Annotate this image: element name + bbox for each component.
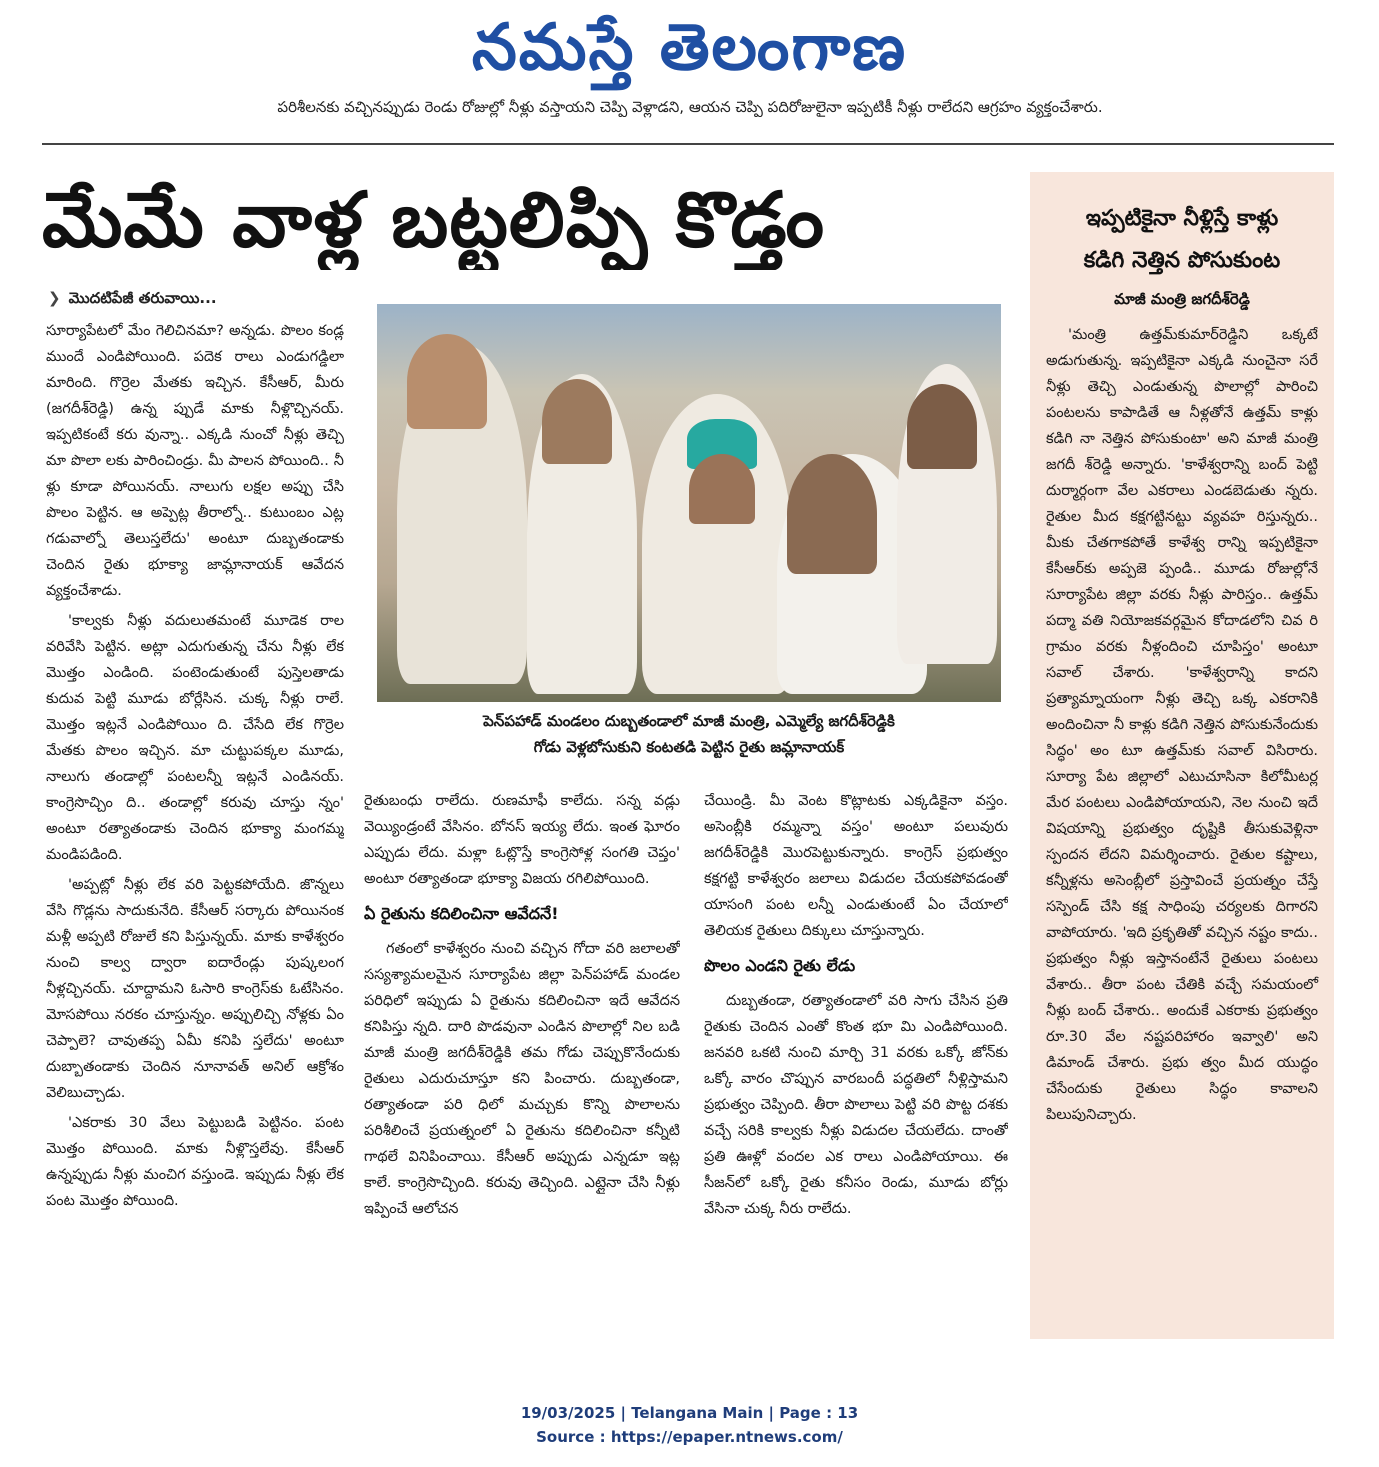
sidebar-byline: మాజీ మంత్రి జగదీశ్‌రెడ్డి (1114, 290, 1250, 308)
sidebar-headline (1040, 198, 1324, 282)
paragraph: 'అప్పట్లో నీళ్లు లేక వరి పెట్టకపోయేది. జొన్నలు వేసి గొడ్లను సాదుకునేది. కేసీఆర్ సర్కారు పోయినంక మళ్లీ అప్పటి రోజులే కని పిస్తున్నయ్. మాకు కాళేశ్వరం నుంచి కాల్వ ద్వారా ఐదారేండ్లు పుష్కలంగ నీళ్లచ్చినయ్. చూద్దామని ఓసారి కాంగ్రెస్‌కు ఓటేసినం. మోసపోయి నరకం చూస్తున్నం. అప్పులిచ్చి నోళ్లకు ఏం చెప్పాలె? చావుతప్ప ఏమీ కనిపి స్తలేదు' అంటూ దుబ్బాతండాకు చెందిన నూనావత్ అనిల్ ఆక్రోశం వెలిబుచ్చాడు. (46, 877, 344, 1101)
photo-figure (907, 384, 977, 469)
masthead: నమస్తే తెలంగాణ (471, 10, 908, 85)
column-1 (46, 318, 344, 1348)
headline: మేమే వాళ్ల బట్టలిప్పి కొడ్తం (42, 175, 825, 264)
paragraph: 'కాల్వకు నీళ్లు వదులుతమంటే మూడెక రాల వరివేసి పెట్టిన. అట్లా ఎదుగుతున్న చేను నీళ్లు లేక మొత్తం ఎండింది. పంటెండుతుంటే పుస్తెలతాడు కుదువ పెట్టి మూడు బోర్లేసిన. చుక్క నీళ్లు రాలే. మొత్తం ఇట్లనే ఎండిపోయిం ది. చేసేది లేక గొర్రెల మేతకు పొలం ఇచ్చిన. మా చుట్టుపక్కల మూడు, నాలుగు తండాల్లో పంటలన్నీ ఇట్లనే ఎండినయ్. కాంగ్రెసొచ్చిం ది.. తండాల్లో కరువు చూస్తు న్నం' అంటూ రత్యాతండాకు చెందిన భూక్యా మంగమ్మ మండిపడింది. (46, 613, 344, 863)
paragraph: 'మంత్రి ఉత్తమ్‌కుమార్‌రెడ్డిని ఒక్కటే అడుగుతున్న. ఇప్పటికైనా ఎక్కడి నుంచైనా సరే నీళ్లు తెచ్చి ఎండుతున్న పొలాల్లో పారించి పంటలను కాపాడితే ఆ నీళ్లతోనే ఉత్తమ్ కాళ్లు కడిగి నా నెత్తిన పోసుకుంటా' అని మాజీ మంత్రి జగదీ శ్‌రెడ్డి అన్నారు. 'కాళేశ్వరాన్ని బంద్ పెట్టి దుర్మార్గంగా వేల ఎకరాలు ఎండబెడుతు న్నరు. రైతుల మీద కక్షగట్టినట్టు వ్యవహ రిస్తున్నరు.. మీకు చేతగాకపోతే కాళేశ్వ రాన్ని ఇప్పటికైనా కేసీఆర్‌కు అప్పజె ప్పండి.. మూడు రోజుల్లోనే సూర్యాపేట జిల్లా వరకు నీళ్లు పారిస్తం.. ఉత్తమ్ పద్మా వతి నియోజకవర్గమైన కోదాడలోని చివ రి గ్రామం వరకు నీళ్లందించి చూపిస్తం' అంటూ సవాల్ చేశారు. 'కాళేశ్వరాన్ని కాదని ప్రత్యామ్నాయంగా నీళ్లు తెచ్చి ఒక్క ఎకరానికి అందించినా నీ కాళ్లు కడిగి నెత్తిన పోసుకునేందుకు సిద్ధం' అం టూ ఉత్తమ్‌కు సవాల్ విసిరారు. సూర్యా పేట జిల్లాలో ఎటుచూసినా కిలోమీటర్ల మేర పంటలు ఎండిపోయాయని, నెల నుంచి ఇదే విషయాన్ని ప్రభుత్వం దృష్టికి తీసుకువెళ్లినా స్పందన లేదని విమర్శించారు. రైతుల కష్టాలు, కన్నీళ్లను అసెంబ్లీలో ప్రస్తావించే ప్రయత్నం చేస్తే సస్పెండ్ చేసి కక్ష సాధింపు చర్యలకు దిగారని వాపోయారు. 'ఇది ప్రకృతితో వచ్చిన నష్టం కాదు.. ప్రభుత్వం నీళ్లు ఇస్తానంటేనే రైతులు పంటలు వేశారు.. తీరా పంట చేతికి వచ్చే సమయంలో నీళ్లు బంద్ చేశారు.. అందుకే ఎకరాకు ప్రభుత్వం రూ.30 వేల నష్టపరిహారం ఇవ్వాలి' అని డిమాండ్ చేశారు. ప్రభు త్వం మీద యుద్ధం చేసేందుకు రైతులు సిద్ధం కావాలని పిలుపునిచ్చారు. (1046, 327, 1318, 1123)
paragraph: రైతుబంధు రాలేదు. రుణమాఫీ కాలేదు. సన్న వడ్లు వెయ్యిండ్రంటే వేసినం. బోనస్ ఇయ్య లేదు. ఇంత ఘోరం ఎప్పుడు లేదు. మళ్లా ఓట్లొస్తే కాంగ్రెసోళ్ల సంగతి చెప్తం' అంటూ రత్యాతండా భూక్యా విజయ రగిలిపోయింది. (364, 793, 680, 887)
paragraph: సూర్యాపేటలో మేం గెలిచినమా? అన్నడు. పొలం కండ్ల ముందే ఎండిపోయింది. పదెక రాలు ఎండుగడ్డిలా మారింది. గొర్రెల మేతకు ఇచ్చిన. కేసీఆర్, మీరు (జగదీశ్‌రెడ్డి) ఉన్న ప్పుడే మాకు నీళ్లొచ్చినయ్. ఇప్పటికంటే కరు వున్నా.. ఎక్కడి నుంచో నీళ్లు తెచ్చి మా పొలా లకు పారించిండ్రు. మీ పాలన పోయింది.. నీ ళ్లు కూడా పోయినయ్. నాలుగు లక్షల అప్పు చేసి పొలం పెట్టిన. ఆ అప్పెట్ల తీరాల్నో.. కుటుంబం ఎట్ల గడువాల్నో తెలుస్తలేదు' అంటూ దుబ్బతండాకు చెందిన రైతు భూక్యా జామ్లానాయక్ ఆవేదన వ్యక్తంచేశాడు. (46, 323, 344, 599)
caption-line: పెన్‌పహాడ్ మండలం దుబ్బతండాలో మాజీ మంత్రి, ఎమ్మెల్యే జగదీశ్‌రెడ్డికి (483, 712, 895, 730)
top-rule (42, 143, 1334, 145)
caption-line: గోడు వెళ్లబోసుకుని కంటతడి పెట్టిన రైతు జమ్లానాయక్ (533, 738, 845, 756)
column-2 (364, 788, 680, 1348)
paragraph: గతంలో కాళేశ్వరం నుంచి వచ్చిన గోదా వరి జలాలతో సస్యశ్యామలమైన సూర్యాపేట జిల్లా పెన్‌పహాడ్ మండల పరిధిలో ఇప్పుడు ఏ రైతును కదిలించినా ఇదే ఆవేదన కనిపిస్తు న్నది. దారి పొడవునా ఎండిన పొలాల్లో నిల బడి మాజీ మంత్రి జగదీశ్‌రెడ్డికి తమ గోడు చెప్పుకొనేందుకు రైతులు ఎదురుచూస్తూ కని పించారు. దుబ్బతండా, రత్యాతండా పరి ధిలో మచ్చుకు కొన్ని పొలాలను పరిశీలించే ప్రయత్నంలో ఏ రైతును కదిలించినా కన్నీటి గాథలే వినిపించాయి. కేసీఆర్ అప్పుడు ఎన్నడూ ఇట్ల కాలే. కాంగ్రెసొచ్చింది. కరువు తెచ్చింది. ఎట్లైనా చేసి నీళ్లు ఇప్పించే ఆలోచన (364, 941, 680, 1217)
sidebar-body (1046, 322, 1318, 1128)
photo-figure (787, 454, 877, 574)
continuation-kicker (48, 288, 217, 308)
sidebar-headline-line: కడిగి నెత్తిన పోసుకుంట (1083, 248, 1281, 273)
photo-figure (407, 334, 487, 429)
photo-figure (689, 454, 755, 524)
kicker-text: మొదటిపేజీ తరువాయి... (68, 289, 217, 307)
sidebar-box (1030, 172, 1334, 1339)
column-3 (704, 788, 1008, 1348)
subheading: పొలం ఎండని రైతు లేడు (704, 956, 856, 975)
strap-line: పరిశీలనకు వచ్చినప్పుడు రెండు రోజుల్లో నీళ్లు వస్తాయని చెప్పి వెళ్లాడని, ఆయన చెప్పి పదిరోజులైనా ఇప్పటికీ నీళ్లు రాలేదని ఆగ్రహం వ్యక్తంచేశారు. (277, 98, 1103, 116)
footer-date-line: 19/03/2025 | Telangana Main | Page : 13 (520, 1404, 859, 1422)
photo-figure (542, 379, 612, 464)
chevron-right-icon: ❯ (48, 289, 61, 307)
paragraph: 'ఎకరాకు 30 వేలు పెట్టుబడి పెట్టినం. పంట మొత్తం పోయింది. మాకు నీళ్లొస్తలేవు. కేసీఆర్ ఉన్నప్పుడు నీళ్లు మంచిగ వస్తుండె. ఇప్పుడు నీళ్లు లేక పంట మొత్తం పోయింది. (46, 1115, 344, 1209)
paragraph: దుబ్బతండా, రత్యాతండాలో వరి సాగు చేసిన ప్రతి రైతుకు చెందిన ఎంతో కొంత భూ మి ఎండిపోయింది. జనవరి ఒకటి నుంచి మార్చి 31 వరకు ఒక్కో జోన్‌కు ఒక్కో వారం చొప్పున వారబందీ పద్ధతిలో నీళ్లిస్తామని ప్రభుత్వం చెప్పింది. తీరా పొలాలు పెట్టి వరి పొట్ట దశకు వచ్చే సరికి కాల్వకు నీళ్లు విడుదల చేయలేదు. దాంతో ప్రతి ఊళ్లో వందల ఎక రాలు ఎండిపోయాయి. ఈ సీజన్‌లో ఒక్కో రైతు కనీసం రెండు, మూడు బోర్లు వేసినా చుక్క నీరు రాలేదు. (704, 993, 1008, 1217)
photo-caption (377, 708, 1001, 760)
footer-source-line: Source : https://epaper.ntnews.com/ (536, 1428, 843, 1446)
sidebar-headline-line: ఇప్పటికైనా నీళ్లిస్తే కాళ్లు (1085, 206, 1279, 231)
news-photo (377, 304, 1001, 702)
subheading: ఏ రైతును కదిలించినా ఆవేదనే! (364, 904, 559, 923)
paragraph: చేయిండ్రి. మీ వెంట కొట్లాటకు ఎక్కడికైనా వస్తం. అసెంబ్లీకి రమ్మన్నా వస్తం' అంటూ పలువురు జగదీశ్‌రెడ్డికి మొరపెట్టుకున్నారు. కాంగ్రెస్ ప్రభుత్వం కక్షగట్టి కాళేశ్వరం జలాలు విడుదల చేయకపోవడంతో యాసంగి పంట లన్నీ ఎండుతుంటే ఏం చేయాలో తెలియక రైతులు దిక్కులు చూస్తున్నారు. (704, 793, 1008, 939)
